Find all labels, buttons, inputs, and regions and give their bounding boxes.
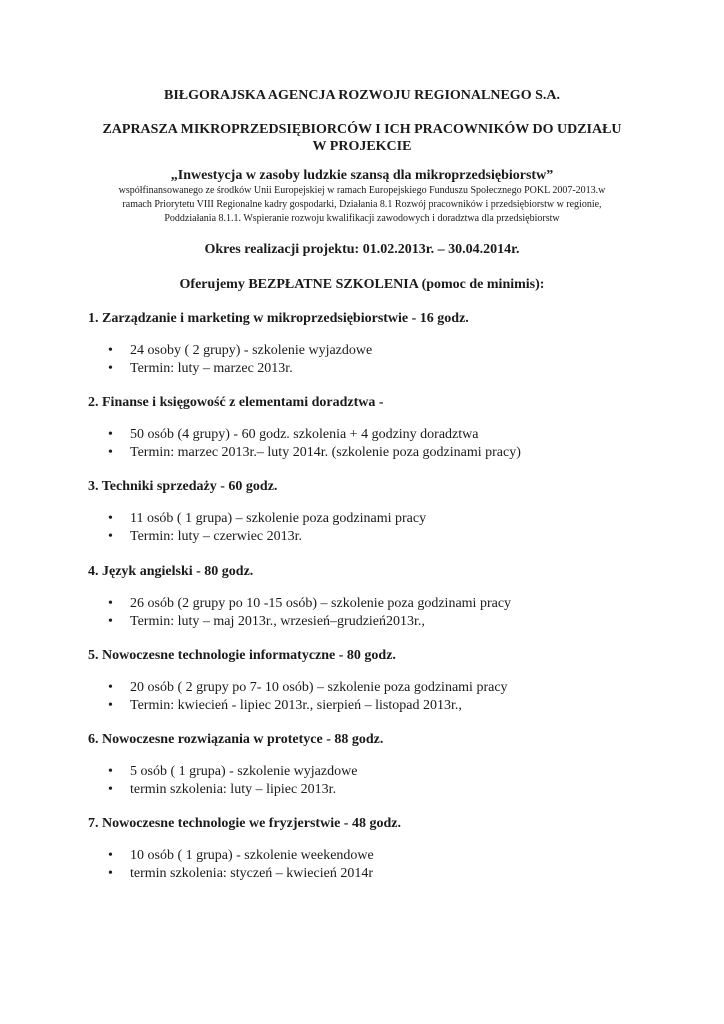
list-item bbox=[88, 510, 688, 528]
list-item bbox=[88, 426, 688, 444]
list-item bbox=[88, 679, 688, 697]
training-section-2 bbox=[88, 394, 688, 460]
list-item bbox=[88, 781, 688, 799]
list-item bbox=[88, 444, 688, 462]
training-section-5 bbox=[88, 647, 688, 713]
invitation-heading bbox=[60, 121, 664, 155]
training-section-6 bbox=[88, 731, 688, 797]
bullet-list bbox=[88, 595, 688, 631]
offer-heading: Oferujemy BEZPŁATNE SZKOLENIA (pomoc de minimis): bbox=[179, 277, 545, 292]
training-section-4 bbox=[88, 563, 688, 629]
bullet-icon: • bbox=[108, 445, 113, 460]
bullet-list bbox=[88, 342, 688, 378]
section-title: 7. Nowoczesne technologie we fryzjerstwie - 48 godz. bbox=[88, 816, 401, 831]
invitation-line-1: ZAPRASZA MIKROPRZEDSIĘBIORCÓW I ICH PRACOWNIKÓW DO UDZIAŁU bbox=[102, 122, 622, 137]
list-item-text: 50 osób (4 grupy) - 60 godz. szkolenia + 4 godziny doradztwa bbox=[130, 427, 479, 442]
invitation-line-2: W PROJEKCIE bbox=[312, 139, 412, 154]
list-item bbox=[88, 595, 688, 613]
bullet-icon: • bbox=[108, 680, 113, 695]
list-item-text: termin szkolenia: luty – lipiec 2013r. bbox=[130, 782, 337, 797]
list-item-text: 5 osób ( 1 grupa) - szkolenie wyjazdowe bbox=[130, 764, 358, 779]
project-name: „Inwestycja w zasoby ludzkie szansą dla mikroprzedsiębiorstw” bbox=[170, 168, 554, 183]
list-item-text: 10 osób ( 1 grupa) - szkolenie weekendowe bbox=[130, 848, 374, 863]
section-title: 3. Techniki sprzedaży - 60 godz. bbox=[88, 479, 278, 494]
bullet-list bbox=[88, 510, 688, 546]
bullet-icon: • bbox=[108, 529, 113, 544]
bullet-icon: • bbox=[108, 866, 113, 881]
list-item-text: Termin: marzec 2013r.– luty 2014r. (szkolenie poza godzinami pracy) bbox=[130, 445, 521, 460]
bullet-list bbox=[88, 763, 688, 799]
list-item bbox=[88, 360, 688, 378]
section-title: 4. Język angielski - 80 godz. bbox=[88, 564, 254, 579]
list-item-text: Termin: luty – czerwiec 2013r. bbox=[130, 529, 303, 544]
list-item bbox=[88, 342, 688, 360]
list-item bbox=[88, 847, 688, 865]
list-item bbox=[88, 865, 688, 883]
bullet-list bbox=[88, 679, 688, 715]
list-item-text: Termin: kwiecień - lipiec 2013r., sierpień – listopad 2013r., bbox=[130, 698, 462, 713]
cofinancing-line-3: Poddziałania 8.1.1. Wspieranie rozwoju kwalifikacji zawodowych i doradztwa dla przedsiębiorstw bbox=[164, 213, 560, 224]
list-item-text: 20 osób ( 2 grupy po 7- 10 osób) – szkolenie poza godzinami pracy bbox=[130, 680, 508, 695]
bullet-icon: • bbox=[108, 698, 113, 713]
bullet-icon: • bbox=[108, 848, 113, 863]
list-item-text: termin szkolenia: styczeń – kwiecień 2014r bbox=[130, 866, 373, 881]
training-section-1 bbox=[88, 310, 688, 376]
bullet-list bbox=[88, 426, 688, 462]
list-item-text: Termin: luty – maj 2013r., wrzesień–grudzień2013r., bbox=[130, 614, 425, 629]
bullet-list bbox=[88, 847, 688, 883]
bullet-icon: • bbox=[108, 343, 113, 358]
list-item-text: 26 osób (2 grupy po 10 -15 osób) – szkolenie poza godzinami pracy bbox=[130, 596, 512, 611]
list-item bbox=[88, 528, 688, 546]
training-section-3 bbox=[88, 478, 688, 544]
training-section-7 bbox=[88, 815, 688, 881]
section-title: 6. Nowoczesne rozwiązania w protetyce - 88 godz. bbox=[88, 732, 384, 747]
bullet-icon: • bbox=[108, 596, 113, 611]
bullet-icon: • bbox=[108, 782, 113, 797]
list-item bbox=[88, 763, 688, 781]
section-title: 2. Finanse i księgowość z elementami doradztwa - bbox=[88, 395, 384, 410]
bullet-icon: • bbox=[108, 614, 113, 629]
list-item-text: 11 osób ( 1 grupa) – szkolenie poza godzinami pracy bbox=[130, 511, 427, 526]
list-item bbox=[88, 697, 688, 715]
bullet-icon: • bbox=[108, 361, 113, 376]
section-title: 5. Nowoczesne technologie informatyczne - 80 godz. bbox=[88, 648, 396, 663]
organization-title: BIŁGORAJSKA AGENCJA ROZWOJU REGIONALNEGO S.A. bbox=[164, 88, 560, 103]
bullet-icon: • bbox=[108, 764, 113, 779]
cofinancing-line-2: ramach Priorytetu VIII Regionalne kadry gospodarki, Działania 8.1 Rozwój pracowników i przedsiębiorstw w regionie, bbox=[122, 199, 602, 210]
list-item-text: Termin: luty – marzec 2013r. bbox=[130, 361, 293, 376]
cofinancing-note bbox=[60, 184, 664, 226]
project-period: Okres realizacji projektu: 01.02.2013r. – 30.04.2014r. bbox=[204, 242, 520, 257]
list-item bbox=[88, 613, 688, 631]
cofinancing-line-1: współfinansowanego ze środków Unii Europejskiej w ramach Europejskiego Funduszu Społecznego POKL 2007-2013.w bbox=[118, 185, 606, 196]
list-item-text: 24 osoby ( 2 grupy) - szkolenie wyjazdowe bbox=[130, 343, 373, 358]
section-title: 1. Zarządzanie i marketing w mikroprzedsiębiorstwie - 16 godz. bbox=[88, 311, 469, 326]
bullet-icon: • bbox=[108, 511, 113, 526]
bullet-icon: • bbox=[108, 427, 113, 442]
